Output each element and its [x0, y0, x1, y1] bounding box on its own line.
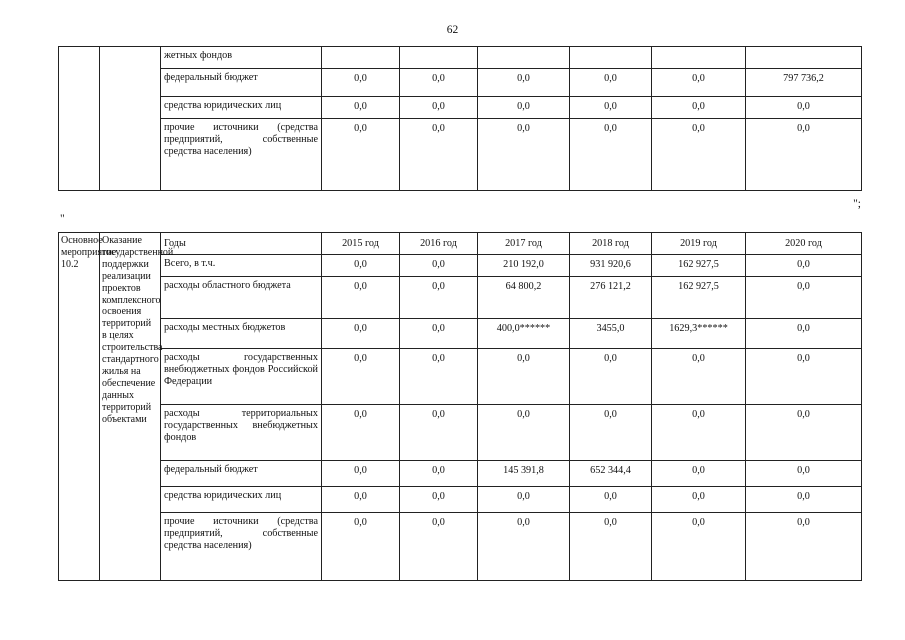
value-cell: 0,0	[652, 69, 746, 97]
value-cell: 0,0	[746, 461, 862, 487]
table-row	[59, 405, 862, 461]
value-cell: 0,0	[570, 349, 652, 405]
value-cell	[478, 47, 570, 69]
value-cell: 162 927,5	[652, 277, 746, 319]
value-cell: 0,0	[570, 487, 652, 513]
value-cell: 0,0	[400, 487, 478, 513]
row-label: жетных фондов	[161, 47, 322, 69]
value-cell: 400,0******	[478, 319, 570, 349]
value-cell: 0,0	[746, 405, 862, 461]
value-cell: 0,0	[478, 487, 570, 513]
value-cell: 0,0	[746, 119, 862, 191]
value-cell: 0,0	[570, 69, 652, 97]
activity-description-cell	[100, 47, 161, 191]
table-row	[59, 255, 862, 277]
value-cell: 0,0	[400, 69, 478, 97]
value-cell: 0,0	[570, 97, 652, 119]
row-label: средства юридических лиц	[161, 97, 322, 119]
year-header: 2016 год	[400, 233, 478, 255]
value-cell: 652 344,4	[570, 461, 652, 487]
row-label: федеральный бюджет	[161, 69, 322, 97]
funding-table-continued	[58, 46, 862, 191]
year-header: 2020 год	[746, 233, 862, 255]
value-cell: 0,0	[652, 461, 746, 487]
row-label: средства юридических лиц	[161, 487, 322, 513]
value-cell: 0,0	[652, 513, 746, 581]
activity-name-cell: Основное мероприятие 10.2	[59, 233, 100, 581]
value-cell: 0,0	[746, 277, 862, 319]
row-label: Всего, в т.ч.	[161, 255, 322, 277]
header-label: Годы	[161, 233, 322, 255]
year-header: 2015 год	[322, 233, 400, 255]
table-row	[59, 47, 862, 69]
value-cell: 0,0	[322, 69, 400, 97]
page-number: 62	[446, 24, 459, 36]
value-cell: 3455,0	[570, 319, 652, 349]
value-cell: 0,0	[400, 319, 478, 349]
value-cell: 276 121,2	[570, 277, 652, 319]
table-row	[59, 513, 862, 581]
value-cell	[570, 47, 652, 69]
value-cell: 0,0	[478, 513, 570, 581]
table-row	[59, 349, 862, 405]
value-cell: 0,0	[322, 513, 400, 581]
row-label: прочие источники (средства предприятий, собственные средства населения)	[161, 119, 322, 191]
value-cell	[400, 47, 478, 69]
value-cell: 0,0	[746, 487, 862, 513]
table-row	[59, 97, 862, 119]
value-cell: 0,0	[478, 349, 570, 405]
table-row	[59, 461, 862, 487]
value-cell: 0,0	[652, 97, 746, 119]
value-cell: 0,0	[322, 461, 400, 487]
value-cell: 0,0	[570, 119, 652, 191]
table-row	[59, 69, 862, 97]
value-cell: 0,0	[746, 513, 862, 581]
year-header: 2019 год	[652, 233, 746, 255]
year-header: 2018 год	[570, 233, 652, 255]
value-cell: 0,0	[746, 349, 862, 405]
row-label: расходы местных бюджетов	[161, 319, 322, 349]
row-label: прочие источники (средства предприятий, собственные средства населения)	[161, 513, 322, 581]
value-cell: 0,0	[478, 69, 570, 97]
value-cell: 0,0	[746, 97, 862, 119]
value-cell: 0,0	[400, 97, 478, 119]
value-cell: 0,0	[322, 255, 400, 277]
value-cell: 0,0	[400, 277, 478, 319]
value-cell	[652, 47, 746, 69]
value-cell: 0,0	[652, 405, 746, 461]
closing-quote: ";	[853, 198, 861, 210]
value-cell: 0,0	[652, 349, 746, 405]
value-cell: 0,0	[570, 405, 652, 461]
value-cell: 0,0	[322, 277, 400, 319]
value-cell: 64 800,2	[478, 277, 570, 319]
value-cell: 0,0	[400, 461, 478, 487]
value-cell: 0,0	[400, 349, 478, 405]
value-cell: 0,0	[652, 119, 746, 191]
value-cell: 0,0	[400, 119, 478, 191]
value-cell: 0,0	[478, 405, 570, 461]
row-label: федеральный бюджет	[161, 461, 322, 487]
value-cell: 0,0	[478, 119, 570, 191]
value-cell: 0,0	[322, 487, 400, 513]
value-cell: 1629,3******	[652, 319, 746, 349]
row-label: расходы территориальных государственных внебюджетных фондов	[161, 405, 322, 461]
value-cell: 162 927,5	[652, 255, 746, 277]
row-label: расходы государственных внебюджетных фондов Российской Федерации	[161, 349, 322, 405]
value-cell: 145 391,8	[478, 461, 570, 487]
activity-name-cell	[59, 47, 100, 191]
value-cell: 797 736,2	[746, 69, 862, 97]
table-row	[59, 277, 862, 319]
value-cell: 931 920,6	[570, 255, 652, 277]
value-cell: 0,0	[322, 349, 400, 405]
value-cell: 0,0	[400, 513, 478, 581]
value-cell: 0,0	[400, 405, 478, 461]
value-cell: 0,0	[478, 97, 570, 119]
value-cell	[746, 47, 862, 69]
row-label: расходы областного бюджета	[161, 277, 322, 319]
value-cell: 0,0	[322, 319, 400, 349]
value-cell: 210 192,0	[478, 255, 570, 277]
year-header: 2017 год	[478, 233, 570, 255]
value-cell: 0,0	[570, 513, 652, 581]
value-cell: 0,0	[652, 487, 746, 513]
table-header-row	[59, 233, 862, 255]
activity-description-cell: Оказание государственной поддержки реализации проектов комплексного освоения территорий в целях строительства стандартного жилья на обеспечение данных территорий объектами	[100, 233, 161, 581]
value-cell: 0,0	[746, 255, 862, 277]
funding-table-activity-10-2	[58, 232, 862, 581]
value-cell: 0,0	[322, 97, 400, 119]
opening-quote: "	[60, 213, 65, 225]
value-cell: 0,0	[322, 405, 400, 461]
value-cell: 0,0	[322, 119, 400, 191]
value-cell	[322, 47, 400, 69]
value-cell: 0,0	[746, 319, 862, 349]
value-cell: 0,0	[400, 255, 478, 277]
table-row	[59, 487, 862, 513]
table-row	[59, 119, 862, 191]
table-row	[59, 319, 862, 349]
